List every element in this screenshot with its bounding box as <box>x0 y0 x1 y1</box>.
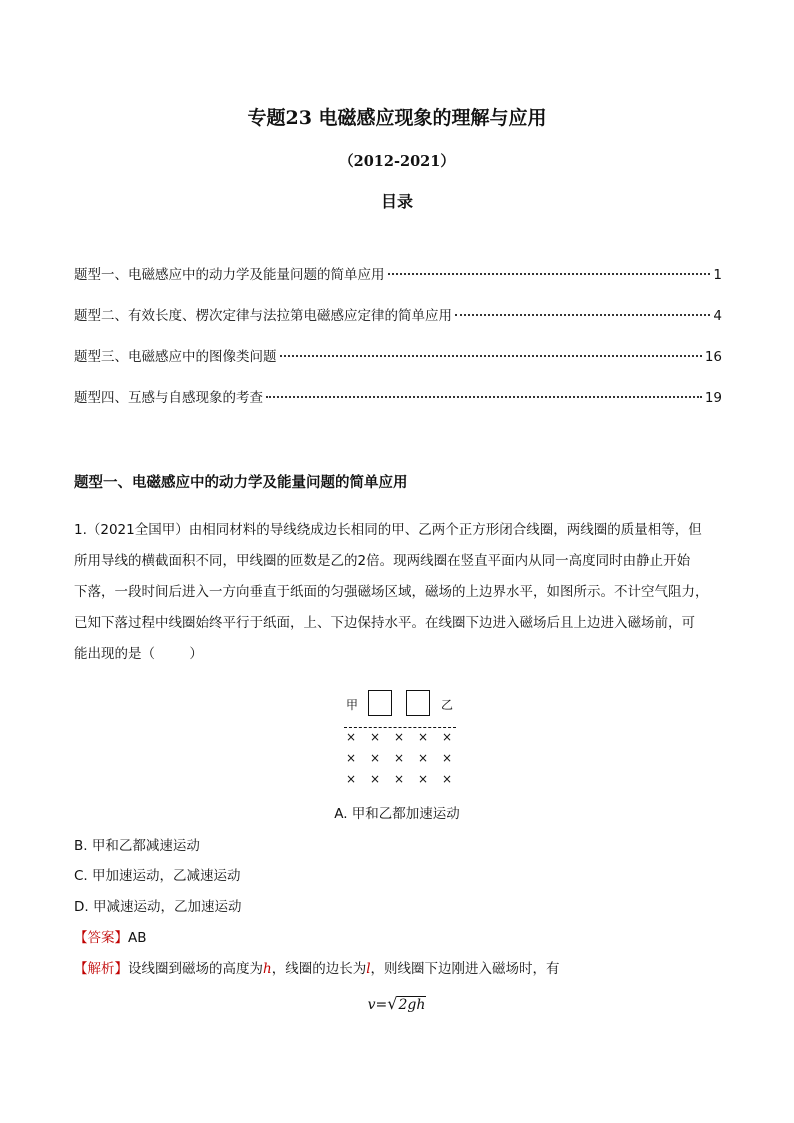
field-mark: × <box>442 730 453 744</box>
question-line: 所用导线的横截面积不同，甲线圈的匝数是乙的2倍。现两线圈在竖直平面内从同一高度同时由静止开始 <box>74 553 691 569</box>
field-mark: × <box>418 751 429 765</box>
field-mark: × <box>346 751 357 765</box>
year-range: （2012-2021） <box>339 153 455 170</box>
question-line: 已知下落过程中线圈始终平行于纸面，上、下边保持水平。在线圈下边进入磁场后且上边进入磁场前，可 <box>74 615 695 631</box>
question-text <box>74 515 724 670</box>
toc-entry-page: 16 <box>704 349 722 365</box>
analysis-line <box>74 957 560 977</box>
coil-figure <box>344 690 456 790</box>
toc-entry-page: 4 <box>713 308 722 324</box>
field-mark: × <box>370 730 381 744</box>
formula-equals: = <box>375 997 388 1013</box>
question-line: 下落，一段时间后进入一方向垂直于纸面的匀强磁场区域，磁场的上边界水平，如图所示。不计空气阻力， <box>74 584 709 600</box>
answer-line <box>74 926 147 946</box>
field-mark: × <box>394 730 405 744</box>
section-heading: 题型一、电磁感应中的动力学及能量问题的简单应用 <box>74 475 408 491</box>
toc-entry-3[interactable] <box>74 345 722 365</box>
toc-leader-dots <box>266 396 702 398</box>
question-line: 1.（2021全国甲）由相同材料的导线绕成边长相同的甲、乙两个正方形闭合线圈，两线圈的质量相等，但 <box>74 522 702 538</box>
option-c: C. 甲加速运动，乙减速运动 <box>74 868 241 884</box>
toc-entry-page: 1 <box>713 267 722 283</box>
analysis-tag: 【解析】 <box>74 961 128 977</box>
analysis-text: ，线圈的边长为 <box>271 961 367 977</box>
field-mark: × <box>418 772 429 786</box>
toc-entry-1[interactable] <box>74 263 722 283</box>
field-mark: × <box>442 751 453 765</box>
toc-leader-dots <box>280 355 702 357</box>
variable-h: h <box>263 961 272 977</box>
coil-label-yi: 乙 <box>441 698 454 712</box>
toc-leader-dots <box>455 314 710 316</box>
toc-entry-label: 题型二、有效长度、楞次定律与法拉第电磁感应定律的简单应用 <box>74 308 452 324</box>
page-title: 专题23 电磁感应现象的理解与应用 <box>247 107 547 129</box>
coil-jia <box>368 690 392 716</box>
coil-label-jia: 甲 <box>346 698 359 712</box>
field-mark: × <box>442 772 453 786</box>
option-b: B. 甲和乙都减速运动 <box>74 838 200 854</box>
toc-leader-dots <box>388 273 711 275</box>
field-boundary-line <box>344 727 456 728</box>
toc-entry-label: 题型三、电磁感应中的图像类问题 <box>74 349 277 365</box>
variable-l: l <box>366 961 371 977</box>
option-a: A. 甲和乙都加速运动 <box>334 806 460 822</box>
question-line: 能出现的是（ ） <box>74 646 203 662</box>
field-mark: × <box>394 772 405 786</box>
toc-heading: 目录 <box>380 192 413 211</box>
coil-yi <box>406 690 430 716</box>
analysis-text: 设线圈到磁场的高度为 <box>128 961 263 977</box>
answer-tag: 【答案】 <box>74 930 128 946</box>
toc-entry-page: 19 <box>704 390 722 406</box>
field-mark: × <box>394 751 405 765</box>
toc-entry-label: 题型一、电磁感应中的动力学及能量问题的简单应用 <box>74 267 385 283</box>
field-mark: × <box>346 730 357 744</box>
answer-value: AB <box>128 930 147 946</box>
option-d: D. 甲减速运动，乙加速运动 <box>74 899 242 915</box>
field-mark: × <box>346 772 357 786</box>
toc-entry-4[interactable] <box>74 386 722 406</box>
toc-entry-2[interactable] <box>74 304 722 324</box>
analysis-text: ，则线圈下边刚进入磁场时，有 <box>370 961 560 977</box>
toc-entry-label: 题型四、互感与自感现象的考查 <box>74 390 263 406</box>
field-mark: × <box>370 772 381 786</box>
field-mark: × <box>418 730 429 744</box>
sqrt-sign: √ <box>387 994 398 1013</box>
field-mark: × <box>370 751 381 765</box>
formula-lhs: v <box>367 997 376 1013</box>
formula-radicand: 2gh <box>398 997 426 1013</box>
velocity-formula <box>0 994 794 1013</box>
